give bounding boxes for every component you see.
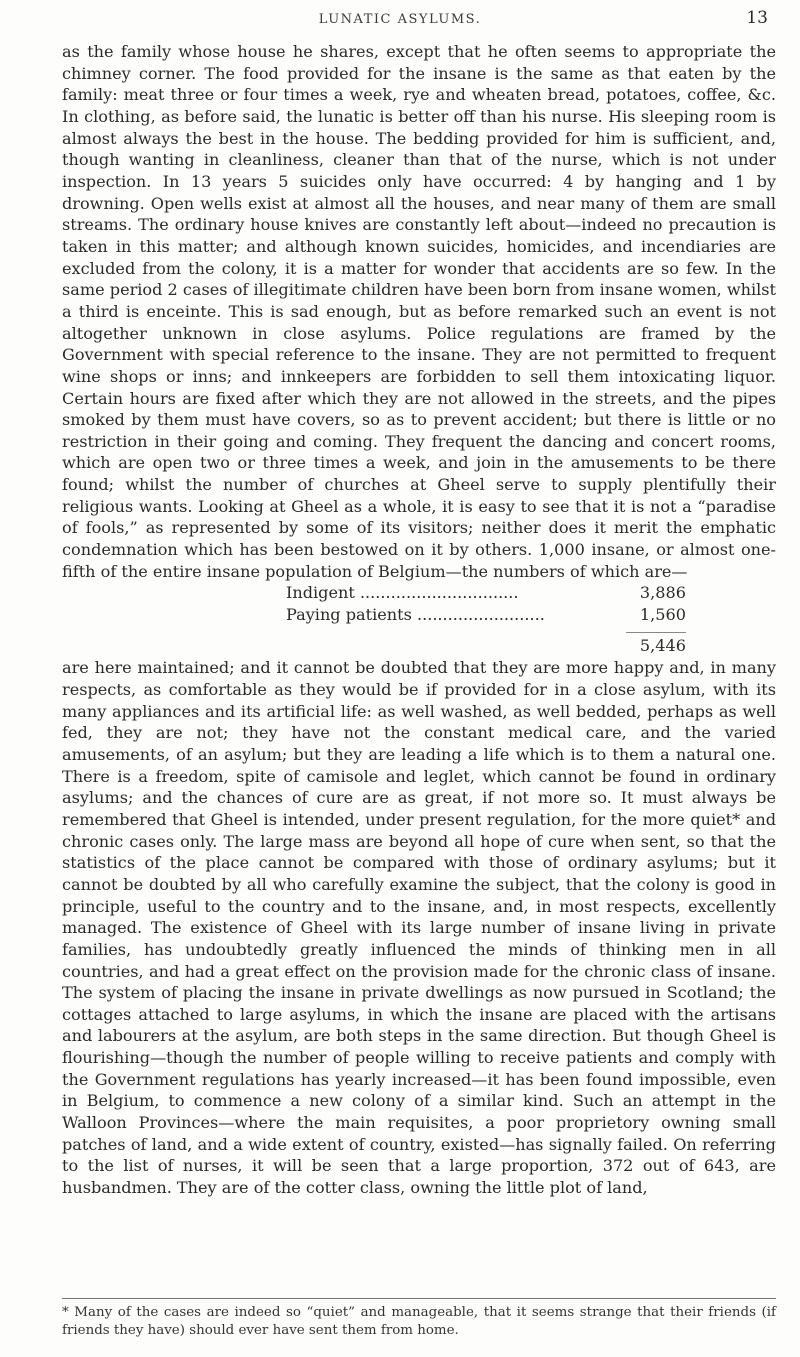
running-head: LUNATIC ASYLUMS.	[318, 12, 482, 27]
page-number: 13	[746, 8, 768, 28]
patient-statistics-table	[62, 582, 776, 653]
stat-label: Paying patients .........................	[286, 605, 545, 625]
stat-total-row	[62, 632, 776, 654]
stat-value: 3,886	[639, 583, 686, 603]
footnote-divider	[62, 1298, 776, 1299]
page-header	[0, 6, 800, 36]
paragraph-2: are here maintained; and it cannot be doubted that they are more happy and, in many respects, as comfortable as they would be if provided for in a close asylum, with its many appliances and its artificial life: as well washed, as well bedded, perhaps as well fed, they are not; they have not the constant medical care, and the varied amusements, of an asylum; but they are leading a life which is to them a natural one. There is a freedom, spite of camisole and leglet, which cannot be found in ordinary asylums; and the chances of cure are as great, if not more so. It must always be remembered that Gheel is intended, under present regulation, for the more quiet* and chronic cases only. The large mass are beyond all hope of cure when sent, so that the statistics of the place cannot be compared with those of ordinary asylums; but it cannot be doubted by all who carefully examine the subject, that the colony is good in principle, useful to the country and to the insane, and, in most respects, excellently managed. The existence of Gheel with its large number of insane living in private families, has undoubtedly greatly influenced the minds of thinking men in all countries, and had a great effect on the provision made for the chronic class of insane. The system of placing the insane in private dwellings as now pursued in Scotland; the cottages attached to large asylums, in which the insane are placed with the artisans and labourers at the asylum, are both steps in the same direction. But though Gheel is flourishing—though the number of people willing to receive patients and comply with the Government regulations has yearly increased—it has been found impossible, even in Belgium, to commence a new colony of a similar kind. Such an attempt in the Walloon Provinces—where the main requisites, a poor proprietory owning small patches of land, and a wide extent of country, existed—has signally failed. On referring to the list of nurses, it will be seen that a large proportion, 372 out of 643, are husbandmen. They are of the cotter class, owning the little plot of land,	[62, 658, 776, 1198]
stat-total: 5,446	[626, 632, 686, 654]
stat-row-indigent	[62, 582, 776, 604]
footnote: * Many of the cases are indeed so “quiet” and manageable, that it seems strange that their friends (if friends they have) should ever have sent them from home.	[62, 1305, 776, 1338]
stat-label: Indigent ...............................	[286, 583, 519, 603]
stat-row-paying-patients	[62, 604, 776, 626]
stat-value: 1,560	[639, 605, 686, 625]
body-text	[62, 41, 776, 1199]
paragraph-1: as the family whose house he shares, except that he often seems to appropriate the chimney corner. The food provided for the insane is the same as that eaten by the family: meat three or four times a week, rye and wheaten bread, potatoes, coffee, &c. In clothing, as before said, the lunatic is better off than his nurse. His sleeping room is almost always the best in the house. The bedding provided for him is sufficient, and, though wanting in cleanliness, cleaner than that of the nurse, which is not under inspection. In 13 years 5 suicides only have occurred: 4 by hanging and 1 by drowning. Open wells exist at almost all the houses, and near many of them are small streams. The ordinary house knives are constantly left about—indeed no precaution is taken in this matter; and although known suicides, homicides, and incendiaries are excluded from the colony, it is a matter for wonder that accidents are so few. In the same period 2 cases of illegitimate children have been born from insane women, whilst a third is enceinte. This is sad enough, but as before remarked such an event is not altogether unknown in close asylums. Police regulations are framed by the Government with special reference to the insane. They are not permitted to frequent wine shops or inns; and innkeepers are forbidden to sell them intoxicating liquor. Certain hours are fixed after which they are not allowed in the streets, and the pipes smoked by them must have covers, so as to prevent accident; but there is little or no restriction in their going and coming. They frequent the dancing and concert rooms, which are open two or three times a week, and join in the amusements to be there found; whilst the number of churches at Gheel serve to supply plentifully their religious wants. Looking at Gheel as a whole, it is easy to see that it is not a “paradise of fools,” as represented by some of its visitors; neither does it merit the emphatic condemnation which has been bestowed on it by others. 1,000 insane, or almost one-fifth of the entire insane population of Belgium—the numbers of which are—	[62, 42, 776, 581]
